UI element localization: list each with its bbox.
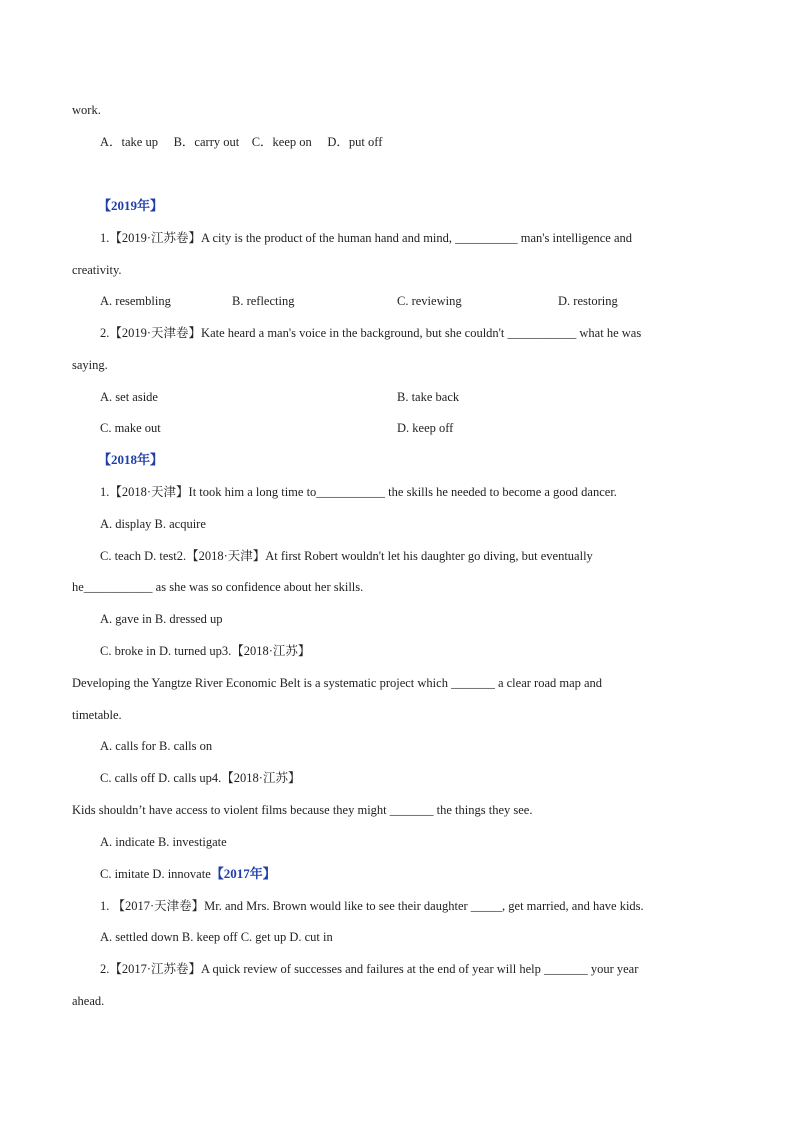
option-d: D. restoring [558, 294, 618, 308]
option-c: C. make out [100, 421, 161, 435]
question-text: 1. 【2017·天津卷】Mr. and Mrs. Brown would like to see their daughter _____, get married, and have kids. [100, 899, 644, 913]
answer-options: C. calls off D. calls up4.【2018·江苏】 [100, 771, 301, 785]
year-heading-2018: 【2018年】 [98, 452, 164, 467]
answer-options: A. display B. acquire [100, 517, 206, 531]
option-a: A. set aside [100, 390, 158, 404]
text-line: he___________ as she was so confidence about her skills. [72, 580, 364, 594]
option-c: C. reviewing [397, 294, 462, 308]
answer-options: C. broke in D. turned up3.【2018·江苏】 [100, 644, 311, 658]
text-line: ahead. [72, 994, 105, 1008]
answer-options: C. teach D. test2.【2018·天津】At first Robert wouldn't let his daughter go diving, but eventually [100, 549, 593, 563]
answer-options: A. gave in B. dressed up [100, 612, 223, 626]
text-line: saying. [72, 358, 108, 372]
answer-options-text: C. imitate D. innovate [100, 867, 211, 881]
question-text: Kids shouldn’t have access to violent films because they might _______ the things they see. [72, 803, 533, 817]
answer-options: A. settled down B. keep off C. get up D. cut in [100, 930, 333, 944]
answer-options: A. calls for B. calls on [100, 739, 213, 753]
option-b: B. reflecting [232, 294, 295, 308]
option-b: B. take back [397, 390, 460, 404]
option-d: D. keep off [397, 421, 454, 435]
text-line: timetable. [72, 708, 122, 722]
question-text: 2.【2019·天津卷】Kate heard a man's voice in the background, but she couldn't ___________ what he was [100, 326, 642, 340]
answer-options: A．take up B．carry out C．keep on D．put off [100, 135, 383, 149]
text-line: creativity. [72, 263, 122, 277]
year-heading-2019: 【2019年】 [98, 198, 164, 213]
question-text: Developing the Yangtze River Economic Belt is a systematic project which _______ a clear road map and [72, 676, 603, 690]
question-text: 1.【2018·天津】It took him a long time to___________ the skills he needed to become a good dancer. [100, 485, 617, 499]
answer-options [100, 866, 276, 882]
question-text: 2.【2017·江苏卷】A quick review of successes and failures at the end of year will help _______ your year [100, 962, 639, 976]
option-a: A. resembling [100, 294, 171, 308]
answer-options: A. indicate B. investigate [100, 835, 227, 849]
year-heading-2017: 【2017年】 [210, 866, 276, 881]
text-line: work. [72, 103, 101, 117]
question-text: 1.【2019·江苏卷】A city is the product of the human hand and mind, __________ man's intelligence and [100, 231, 633, 245]
